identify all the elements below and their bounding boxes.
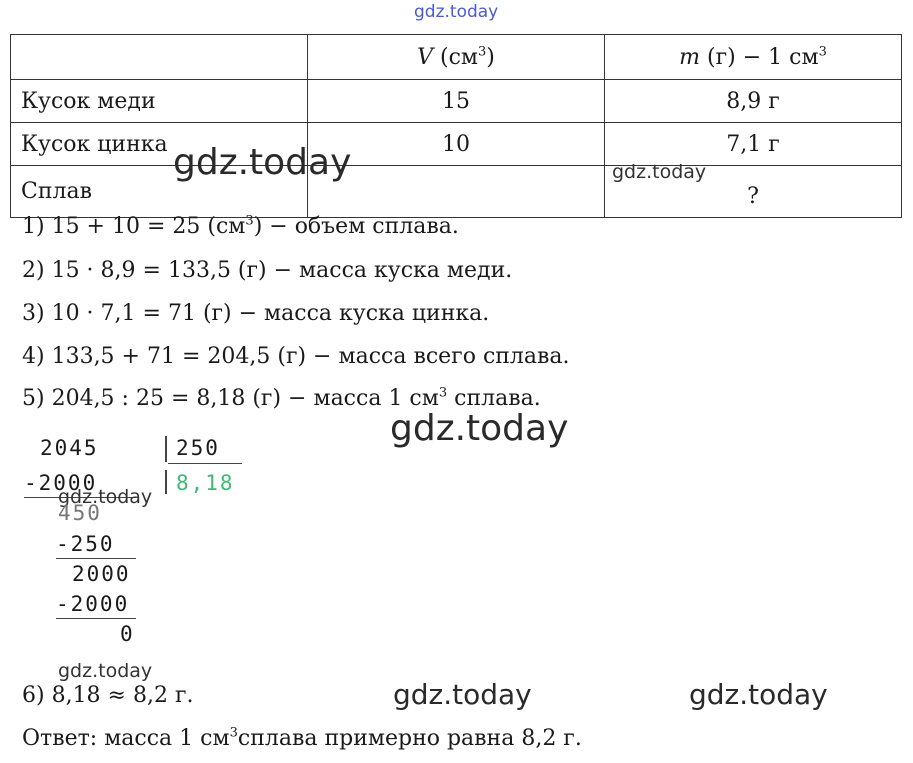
division-remainder-3: 0: [120, 622, 135, 646]
row-volume: 15: [308, 80, 605, 123]
row-name: Кусок меди: [11, 80, 308, 123]
step-1: 1) 15 + 10 = 25 $(см^3)$ − объем сплава.: [22, 213, 459, 239]
division-vertical-bar-2: [165, 470, 167, 494]
top-watermark: gdz.today: [414, 2, 499, 22]
answer: Ответ: масса 1 $см^3сплава$ примерно равна 8,2 г.: [22, 725, 582, 751]
row-name: Кусок цинка: [11, 123, 308, 166]
division-sub-3: -2000: [56, 592, 130, 616]
division-dividend: 2045: [40, 436, 99, 460]
row-name: Сплав: [11, 166, 308, 218]
division-vertical-bar: [165, 436, 167, 462]
step-6: 6) 8,18 ≈ 8,2 г.: [22, 683, 194, 708]
row-volume: [308, 166, 605, 218]
watermark: gdz.today: [689, 678, 828, 711]
table-row: [11, 166, 902, 218]
data-table: [10, 34, 902, 218]
division-remainder-1: 450: [58, 501, 102, 525]
division-line-3: [56, 618, 136, 619]
row-mass: ?: [605, 166, 902, 218]
division-divisor-line: [168, 463, 242, 464]
watermark: gdz.today: [58, 660, 153, 682]
division-sub-2: -250: [56, 532, 115, 556]
watermark: gdz.today: [393, 678, 532, 711]
step-2: 2) 15 · 8,9 = 133,5 (г) − масса куска меди.: [22, 258, 513, 283]
division-remainder-2: 2000: [72, 562, 131, 586]
watermark: gdz.today: [173, 142, 352, 183]
table-row: [11, 80, 902, 123]
division-sub-1: -2000: [24, 471, 98, 495]
row-volume: 10: [308, 123, 605, 166]
division-divisor: 250: [176, 436, 220, 460]
watermark: gdz.today: [390, 408, 569, 449]
watermark: gdz.today: [612, 161, 707, 183]
table-row: [11, 123, 902, 166]
table-header-row: [11, 35, 902, 80]
row-mass: 8,9 г: [605, 80, 902, 123]
division-line-2: [56, 558, 136, 559]
step-3: 3) 10 · 7,1 = 71 (г) − масса куска цинка.: [22, 301, 490, 326]
step-5: 5) 204,5 : 25 = 8,18 (г) − масса 1 $см^3$ сплава.: [22, 385, 541, 411]
step-4: 4) 133,5 + 71 = 204,5 (г) − масса всего сплава.: [22, 344, 570, 369]
row-mass: 7,1 г: [605, 123, 902, 166]
header-cell-mass: m (г) − 1 $см^3$: [605, 35, 902, 80]
header-cell-volume: V $(см^3)$: [308, 35, 605, 80]
watermark: gdz.today: [58, 486, 153, 508]
header-cell-empty: [11, 35, 308, 80]
division-quotient: 8,18: [176, 471, 235, 495]
